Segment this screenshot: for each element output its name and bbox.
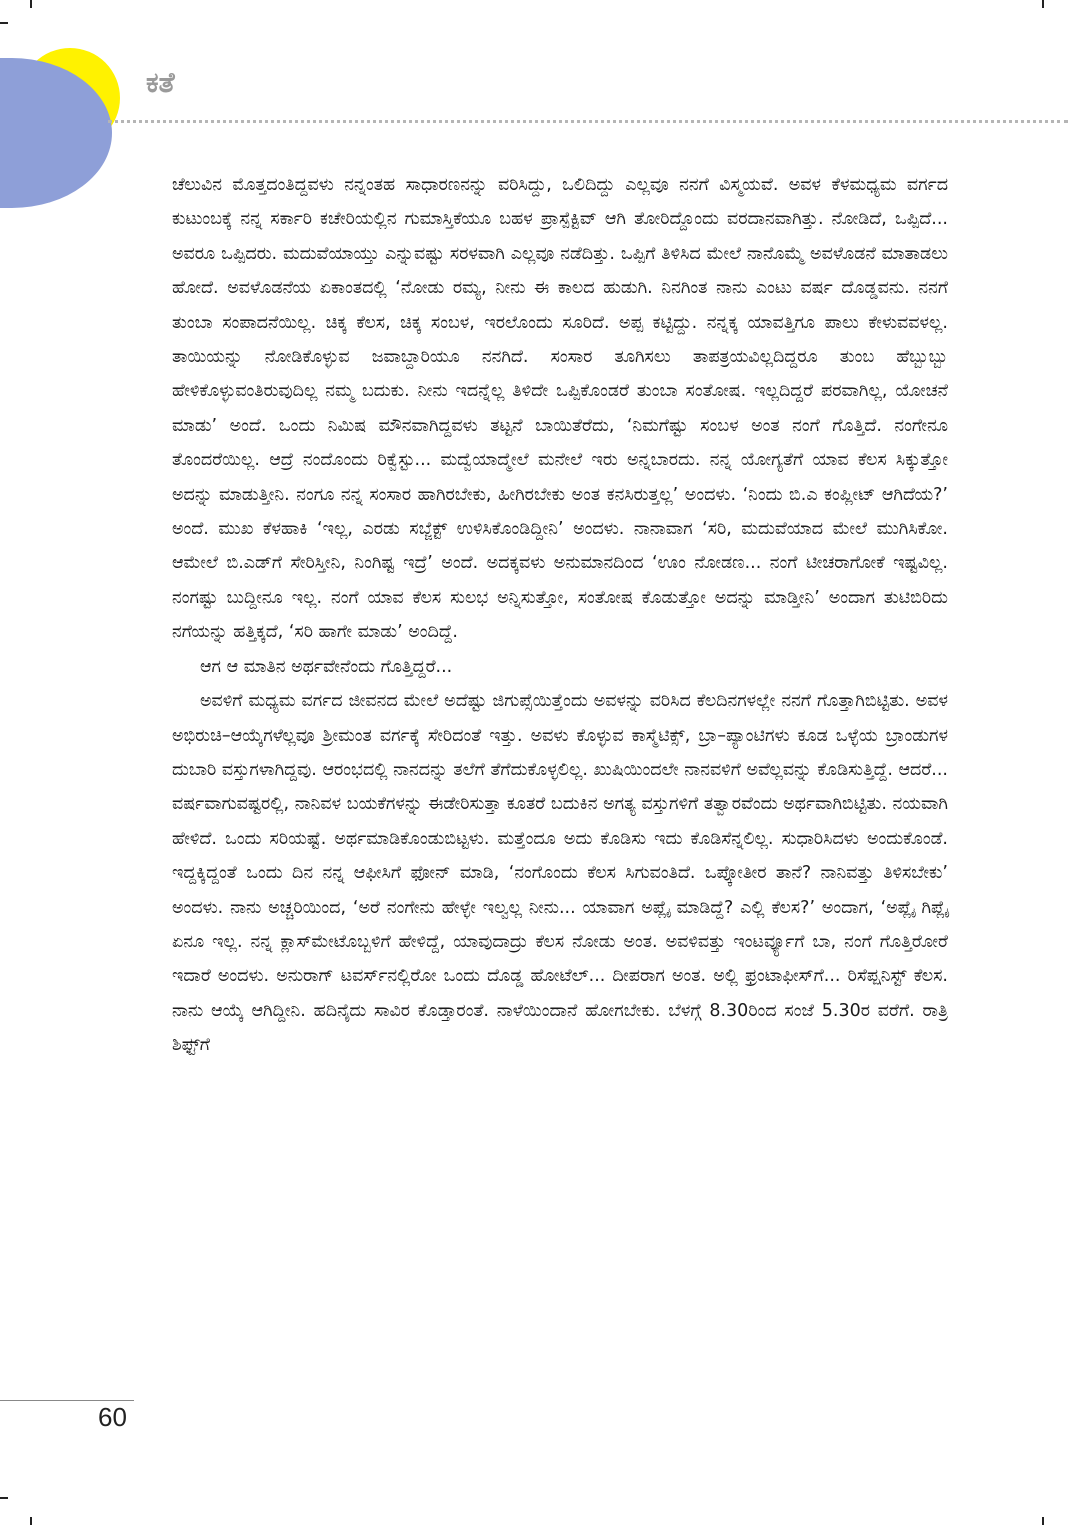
corner-decoration (0, 0, 140, 220)
paragraph: ಆಗ ಆ ಮಾತಿನ ಅರ್ಥವೇನೆಂದು ಗೊತ್ತಿದ್ದರೆ... (200, 656, 453, 677)
crop-mark-bottom-left (30, 1517, 32, 1525)
paragraph: ಚೆಲುವಿನ ಮೊತ್ತದಂತಿದ್ದವಳು ನನ್ನಂತಹ ಸಾಧಾರಣನನ್ನು ವರಿಸಿದ್ದು, ಒಲಿದಿದ್ದು ಎಲ್ಲವೂ ನನಗೆ ವಿಸ್ಮಯವೆ. ಅವಳ ಕೆಳಮಧ್ಯಮ ವರ್ಗದ ಕುಟುಂಬಕ್ಕೆ ನನ್ನ ಸರ್ಕಾರಿ ಕಚೇರಿಯಲ್ಲಿನ ಗುಮಾಸ್ತಿಕೆಯೂ ಬಹಳ ಪ್ರಾಸ್ಪೆಕ್ಟಿವ್ ಆಗಿ ತೋರಿದ್ದೊಂದು ವರದಾನವಾಗಿತ್ತು. ನೋಡಿದೆ, ಒಪ್ಪಿದೆ... ಅವರೂ ಒಪ್ಪಿದರು. ಮದುವೆಯಾಯ್ತು ಎನ್ನುವಷ್ಟು ಸರಳವಾಗಿ ಎಲ್ಲವೂ ನಡೆದಿತ್ತು. ಒಪ್ಪಿಗೆ ತಿಳಿಸಿದ ಮೇಲೆ ನಾನೊಮ್ಮೆ ಅವಳೊಡನೆ ಮಾತಾಡಲು ಹೋದೆ. ಅವಳೊಡನೆಯ ಏಕಾಂತದಲ್ಲಿ ‘ನೋಡು ರಮ್ಯ, ನೀನು ಈ ಕಾಲದ ಹುಡುಗಿ. ನಿನಗಿಂತ ನಾನು ಎಂಟು ವರ್ಷ ದೊಡ್ಡವನು. ನನಗೆ ತುಂಬಾ ಸಂಪಾದನೆಯಿಲ್ಲ. ಚಿಕ್ಕ ಕೆಲಸ, ಚಿಕ್ಕ ಸಂಬಳ, ಇರಲೊಂದು ಸೂರಿದೆ. ಅಪ್ಪ ಕಟ್ಟಿದ್ದು. ನನ್ನಕ್ಕ ಯಾವತ್ತಿಗೂ ಪಾಲು ಕೇಳುವವಳಲ್ಲ. ತಾಯಿಯನ್ನು ನೋಡಿಕೊಳ್ಳುವ ಜವಾಬ್ದಾರಿಯೂ ನನಗಿದೆ. ಸಂಸಾರ ತೂಗಿಸಲು ತಾಪತ್ರಯವಿಲ್ಲದಿದ್ದರೂ ತುಂಬ ಹೆಬ್ಬುಬ್ಬು ಹೇಳಿಕೊಳ್ಳುವಂತಿರುವುದಿಲ್ಲ ನಮ್ಮ ಬದುಕು. ನೀನು ಇದನ್ನೆಲ್ಲ ತಿಳಿದೇ ಒಪ್ಪಿಕೊಂಡರೆ ತುಂಬಾ ಸಂತೋಷ. ಇಲ್ಲದಿದ್ದರೆ ಪರವಾಗಿಲ್ಲ, ಯೋಚನೆ ಮಾಡು’ ಅಂದೆ. ಒಂದು ನಿಮಿಷ ಮೌನವಾಗಿದ್ದವಳು ತಟ್ಟನೆ ಬಾಯಿತೆರೆದು, ‘ನಿಮಗೆಷ್ಟು ಸಂಬಳ ಅಂತ ನಂಗೆ ಗೊತ್ತಿದೆ. ನಂಗೇನೂ ತೊಂದರೆಯಿಲ್ಲ. ಆದ್ರೆ ನಂದೊಂದು ರಿಕ್ವೆಸ್ಟು... ಮದ್ವೆಯಾದ್ಮೇಲೆ ಮನೇಲೆ ಇರು ಅನ್ನಬಾರದು. ನನ್ನ ಯೋಗ್ಯತೆಗೆ ಯಾವ ಕೆಲಸ ಸಿಕ್ಕುತ್ತೋ ಅದನ್ನು ಮಾಡುತ್ತೀನಿ. ನಂಗೂ ನನ್ನ ಸಂಸಾರ ಹಾಗಿರಬೇಕು, ಹೀಗಿರಬೇಕು ಅಂತ ಕನಸಿರುತ್ತಲ್ಲ’ ಅಂದಳು. ‘ನಿಂದು ಬಿ.ಎ ಕಂಪ್ಲೀಟ್ ಆಗಿದೆಯ?’ ಅಂದೆ. ಮುಖ ಕೆಳಹಾಕಿ ‘ಇಲ್ಲ, ಎರಡು ಸಬ್ಜೆಕ್ಟ್ ಉಳಿಸಿಕೊಂಡಿದ್ದೀನಿ’ ಅಂದಳು. ನಾನಾವಾಗ ‘ಸರಿ, ಮದುವೆಯಾದ ಮೇಲೆ ಮುಗಿಸಿಕೋ. ಆಮೇಲೆ ಬಿ.ಎಡ್‌ಗೆ ಸೇರಿಸ್ತೀನಿ, ನಿಂಗಿಷ್ಟ ಇದ್ರೆ’ ಅಂದೆ. ಅದಕ್ಕವಳು ಅನುಮಾನದಿಂದ ‘ಊಂ ನೋಡಣ... ನಂಗೆ ಟೀಚರಾಗೋಕೆ ಇಷ್ಟವಿಲ್ಲ. ನಂಗಷ್ಟು ಬುದ್ದೀನೂ ಇಲ್ಲ. ನಂಗೆ ಯಾವ ಕೆಲಸ ಸುಲಭ ಅನ್ನಿಸುತ್ತೋ, ಸಂತೋಷ ಕೊಡುತ್ತೋ ಅದನ್ನು ಮಾಡ್ತೀನಿ’ ಅಂದಾಗ ತುಟಿಬಿರಿದು ನಗೆಯನ್ನು ಹತ್ತಿಕ್ಕದೆ, ‘ಸರಿ ಹಾಗೇ ಮಾಡು’ ಅಂದಿದ್ದೆ. (172, 175, 948, 643)
page-number: 60 (98, 1402, 127, 1432)
story-body (172, 168, 948, 1063)
page-number-rule (0, 1400, 134, 1401)
dotted-divider (108, 120, 1068, 123)
crop-mark-top-right (1042, 0, 1044, 8)
section-label: ಕತೆ (146, 66, 175, 99)
crop-mark-left-lower (0, 1497, 8, 1499)
paragraph: ಅವಳಿಗೆ ಮಧ್ಯಮ ವರ್ಗದ ಜೀವನದ ಮೇಲೆ ಅದೆಷ್ಟು ಜಿಗುಪ್ಸೆಯಿತ್ತೆಂದು ಅವಳನ್ನು ವರಿಸಿದ ಕೆಲದಿನಗಳಲ್ಲೇ ನನಗೆ ಗೊತ್ತಾಗಿಬಿಟ್ಟಿತು. ಅವಳ ಅಭಿರುಚಿ–ಆಯ್ಕೆಗಳೆಲ್ಲವೂ ಶ್ರೀಮಂತ ವರ್ಗಕ್ಕೆ ಸೇರಿದಂತೆ ಇತ್ತು. ಅವಳು ಕೊಳ್ಳುವ ಕಾಸ್ಮೆಟಿಕ್ಸ್, ಬ್ರಾ–ಪ್ಯಾಂಟಿಗಳು ಕೂಡ ಒಳ್ಳೆಯ ಬ್ರಾಂಡುಗಳ ದುಬಾರಿ ವಸ್ತುಗಳಾಗಿದ್ದವು. ಆರಂಭದಲ್ಲಿ ನಾನದನ್ನು ತಲೆಗೆ ತೆಗೆದುಕೊಳ್ಳಲಿಲ್ಲ. ಖುಷಿಯಿಂದಲೇ ನಾನವಳಿಗೆ ಅವೆಲ್ಲವನ್ನು ಕೊಡಿಸುತ್ತಿದ್ದೆ. ಆದರೆ... ವರ್ಷವಾಗುವಷ್ಟರಲ್ಲಿ, ನಾನಿವಳ ಬಯಕೆಗಳನ್ನು ಈಡೇರಿಸುತ್ತಾ ಕೂತರೆ ಬದುಕಿನ ಅಗತ್ಯ ವಸ್ತುಗಳಿಗೆ ತತ್ವಾರವೆಂದು ಅರ್ಥವಾಗಿಬಿಟ್ಟಿತು. ನಯವಾಗಿ ಹೇಳಿದೆ. ಒಂದು ಸರಿಯಷ್ಟೆ. ಅರ್ಥಮಾಡಿಕೊಂಡುಬಿಟ್ಟಳು. ಮತ್ತೆಂದೂ ಅದು ಕೊಡಿಸು ಇದು ಕೊಡಿಸೆನ್ನಲಿಲ್ಲ. ಸುಧಾರಿಸಿದಳು ಅಂದುಕೊಂಡೆ. ಇದ್ದಕ್ಕಿದ್ದಂತೆ ಒಂದು ದಿನ ನನ್ನ ಆಫೀಸಿಗೆ ಫೋನ್ ಮಾಡಿ, ‘ನಂಗೊಂದು ಕೆಲಸ ಸಿಗುವಂತಿದೆ. ಒಪ್ಕೋತೀರ ತಾನೆ? ನಾನಿವತ್ತು ತಿಳಿಸಬೇಕು’ ಅಂದಳು. ನಾನು ಅಚ್ಚರಿಯಿಂದ, ‘ಅರೆ ನಂಗೇನು ಹೇಳ್ಳೇ ಇಲ್ವಲ್ಲ ನೀನು... ಯಾವಾಗ ಅಪ್ಲೈ ಮಾಡಿದ್ದೆ? ಎಲ್ಲಿ ಕೆಲಸ?’ ಅಂದಾಗ, ‘ಅಪ್ಲೈ ಗಿಪ್ಲೈ ಏನೂ ಇಲ್ಲ. ನನ್ನ ಕ್ಲಾಸ್‌ಮೇಟೊಬ್ಬಳಿಗೆ ಹೇಳಿದ್ದೆ, ಯಾವುದಾದ್ರು ಕೆಲಸ ನೋಡು ಅಂತ. ಅವಳಿವತ್ತು ಇಂಟರ್ವ್ಯೂಗೆ ಬಾ, ನಂಗೆ ಗೊತ್ತಿರೋರೆ ಇದಾರೆ ಅಂದಳು. ಅನುರಾಗ್ ಟವರ್ಸ್‌ನಲ್ಲಿರೋ ಒಂದು ದೊಡ್ಡ ಹೋಟೆಲ್... ದೀಪರಾಗ ಅಂತ. ಅಲ್ಲಿ ಫ್ರಂಟಾಫೀಸ್‌ಗೆ... ರಿಸೆಪ್ಷನಿಸ್ಟ್ ಕೆಲಸ. ನಾನು ಆಯ್ಕೆ ಆಗಿದ್ದೀನಿ. ಹದಿನೈದು ಸಾವಿರ ಕೊಡ್ತಾರಂತೆ. ನಾಳೆಯಿಂದಾನೆ ಹೋಗಬೇಕು. ಬೆಳಗ್ಗೆ 8.30ರಿಂದ ಸಂಜೆ 5.30ರ ವರೆಗೆ. ರಾತ್ರಿ ಶಿಫ್ಟ್‌ಗೆ (172, 691, 948, 1056)
crop-mark-bottom-right (1042, 1517, 1044, 1525)
